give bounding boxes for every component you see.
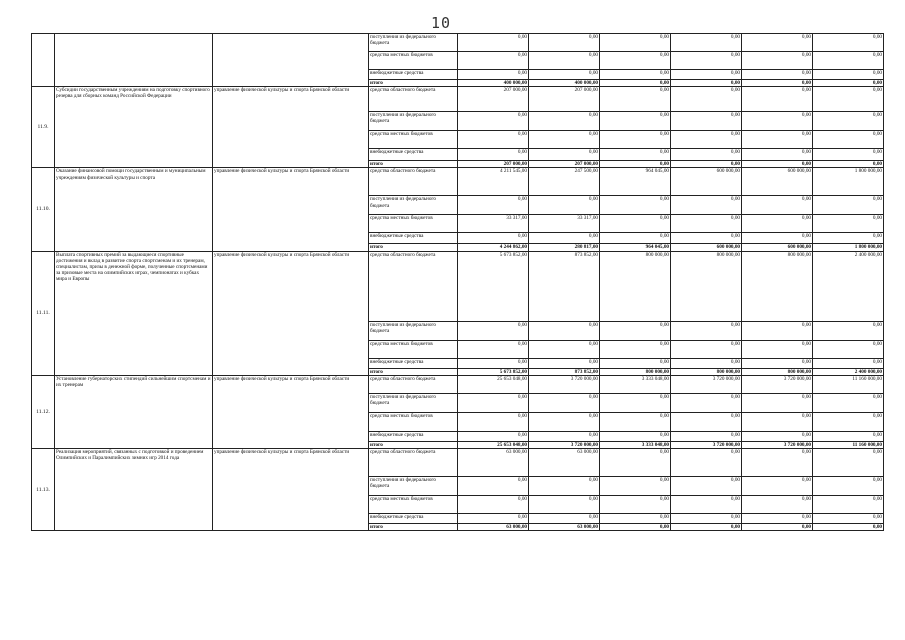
amount-cell: 11 160 000,00 (813, 441, 884, 448)
amount-cell: 600 000,00 (671, 244, 742, 251)
amount-cell: 0,00 (813, 412, 884, 431)
funding-source-label: внебюджетные средства (369, 514, 458, 524)
amount-cell: 964 045,00 (600, 244, 671, 251)
amount-cell: 280 817,00 (529, 244, 600, 251)
amount-cell: 0,00 (458, 52, 529, 70)
amount-cell: 0,00 (529, 149, 600, 161)
amount-cell: 0,00 (671, 196, 742, 215)
funding-source-label: итого (369, 441, 458, 448)
amount-cell: 0,00 (671, 215, 742, 233)
amount-cell: 0,00 (600, 52, 671, 70)
amount-cell: 0,00 (600, 233, 671, 244)
amount-cell: 0,00 (600, 358, 671, 368)
item-number: 11.9. (32, 87, 55, 168)
amount-cell: 800 000,00 (671, 368, 742, 375)
amount-cell: 4 211 545,00 (458, 168, 529, 196)
item-executor: управление физической культуры и спорта Брянской области (213, 449, 369, 531)
oblast-row (32, 87, 884, 112)
funding-source-label: поступления из федерального бюджета (369, 112, 458, 131)
amount-cell: 0,00 (529, 477, 600, 496)
amount-cell: 0,00 (600, 215, 671, 233)
amount-cell: 247 500,00 (529, 168, 600, 196)
funding-source-label: средства местных бюджетов (369, 52, 458, 70)
amount-cell: 3 333 048,00 (600, 375, 671, 393)
funding-source-label: средства местных бюджетов (369, 496, 458, 514)
amount-cell: 33 317,00 (458, 215, 529, 233)
amount-cell: 0,00 (671, 477, 742, 496)
amount-cell: 400 000,00 (458, 80, 529, 87)
amount-cell: 0,00 (458, 358, 529, 368)
funding-source-label: средства местных бюджетов (369, 412, 458, 431)
amount-cell: 400 000,00 (529, 80, 600, 87)
funding-source-label: итого (369, 244, 458, 251)
item-executor: управление физической культуры и спорта Брянской области (213, 87, 369, 168)
funding-source-label: внебюджетные средства (369, 149, 458, 161)
amount-cell: 0,00 (600, 321, 671, 340)
amount-cell: 0,00 (742, 52, 813, 70)
amount-cell: 0,00 (458, 233, 529, 244)
amount-cell: 0,00 (671, 321, 742, 340)
amount-cell: 0,00 (600, 393, 671, 412)
amount-cell: 2 400 000,00 (813, 251, 884, 321)
funding-source-label: внебюджетные средства (369, 70, 458, 80)
item-name: Установление губернаторских стипендий сильнейшим спортсменам и их тренерам (55, 375, 213, 448)
amount-cell: 0,00 (742, 431, 813, 441)
amount-cell: 0,00 (458, 34, 529, 52)
amount-cell: 4 244 862,00 (458, 244, 529, 251)
funding-source-label: средства местных бюджетов (369, 340, 458, 358)
amount-cell: 0,00 (458, 393, 529, 412)
amount-cell: 0,00 (671, 431, 742, 441)
amount-cell: 0,00 (671, 131, 742, 149)
funding-source-label: внебюджетные средства (369, 233, 458, 244)
amount-cell: 1 800 000,00 (813, 168, 884, 196)
page-number: 10 (431, 14, 452, 32)
amount-cell: 0,00 (813, 215, 884, 233)
amount-cell: 0,00 (813, 449, 884, 477)
amount-cell: 873 852,00 (529, 251, 600, 321)
funding-source-label: итого (369, 161, 458, 168)
funding-source-label: поступления из федерального бюджета (369, 34, 458, 52)
amount-cell: 0,00 (671, 496, 742, 514)
amount-cell: 0,00 (742, 233, 813, 244)
amount-cell: 0,00 (813, 80, 884, 87)
amount-cell: 0,00 (458, 70, 529, 80)
amount-cell: 0,00 (600, 496, 671, 514)
amount-cell: 0,00 (600, 149, 671, 161)
amount-cell: 5 673 852,00 (458, 251, 529, 321)
funding-source-label: итого (369, 368, 458, 375)
amount-cell: 0,00 (813, 70, 884, 80)
item-number: 11.10. (32, 168, 55, 251)
amount-cell: 0,00 (600, 340, 671, 358)
amount-cell: 3 720 000,00 (671, 375, 742, 393)
amount-cell: 0,00 (742, 149, 813, 161)
amount-cell: 0,00 (813, 131, 884, 149)
amount-cell: 800 000,00 (742, 368, 813, 375)
amount-cell: 0,00 (600, 34, 671, 52)
amount-cell: 0,00 (458, 496, 529, 514)
amount-cell: 0,00 (529, 393, 600, 412)
item-executor: управление физической культуры и спорта Брянской области (213, 168, 369, 251)
amount-cell: 0,00 (671, 524, 742, 531)
funding-source-label: средства местных бюджетов (369, 131, 458, 149)
amount-cell: 207 000,00 (529, 87, 600, 112)
amount-cell: 0,00 (600, 449, 671, 477)
amount-cell: 0,00 (529, 34, 600, 52)
amount-cell: 0,00 (600, 514, 671, 524)
amount-cell: 3 720 000,00 (529, 375, 600, 393)
amount-cell: 0,00 (529, 233, 600, 244)
amount-cell: 0,00 (671, 340, 742, 358)
amount-cell: 63 000,00 (529, 449, 600, 477)
amount-cell: 2 400 000,00 (813, 368, 884, 375)
amount-cell: 207 000,00 (529, 161, 600, 168)
amount-cell: 800 000,00 (671, 251, 742, 321)
amount-cell: 0,00 (600, 70, 671, 80)
amount-cell: 0,00 (671, 233, 742, 244)
amount-cell: 0,00 (600, 196, 671, 215)
amount-cell: 0,00 (529, 52, 600, 70)
funding-source-label: поступления из федерального бюджета (369, 321, 458, 340)
amount-cell: 0,00 (742, 34, 813, 52)
amount-cell: 0,00 (813, 496, 884, 514)
amount-cell: 0,00 (742, 514, 813, 524)
amount-cell: 800 000,00 (742, 251, 813, 321)
amount-cell: 63 000,00 (529, 524, 600, 531)
amount-cell: 0,00 (742, 449, 813, 477)
funding-source-label: средства местных бюджетов (369, 215, 458, 233)
item-number: 11.11. (32, 251, 55, 375)
amount-cell: 0,00 (600, 477, 671, 496)
amount-cell: 0,00 (742, 393, 813, 412)
amount-cell: 0,00 (813, 524, 884, 531)
amount-cell: 0,00 (813, 149, 884, 161)
amount-cell: 600 000,00 (742, 168, 813, 196)
amount-cell: 600 000,00 (671, 168, 742, 196)
amount-cell: 0,00 (458, 149, 529, 161)
amount-cell: 0,00 (742, 340, 813, 358)
funding-source-label: внебюджетные средства (369, 431, 458, 441)
amount-cell: 0,00 (671, 149, 742, 161)
amount-cell: 207 000,00 (458, 87, 529, 112)
amount-cell: 0,00 (671, 112, 742, 131)
amount-cell: 0,00 (529, 112, 600, 131)
amount-cell: 0,00 (742, 87, 813, 112)
amount-cell: 0,00 (813, 196, 884, 215)
amount-cell: 0,00 (458, 196, 529, 215)
item-number: 11.13. (32, 449, 55, 531)
amount-cell: 0,00 (671, 34, 742, 52)
amount-cell: 0,00 (600, 412, 671, 431)
amount-cell: 0,00 (742, 477, 813, 496)
funding-source-label: поступления из федерального бюджета (369, 393, 458, 412)
funding-source-label: средства областного бюджета (369, 87, 458, 112)
amount-cell: 0,00 (458, 514, 529, 524)
amount-cell: 0,00 (529, 131, 600, 149)
amount-cell: 63 000,00 (458, 524, 529, 531)
amount-cell: 0,00 (458, 431, 529, 441)
funding-source-label: поступления из федерального бюджета (369, 196, 458, 215)
amount-cell: 0,00 (600, 80, 671, 87)
item-executor: управление физической культуры и спорта Брянской области (213, 251, 369, 375)
amount-cell: 25 653 048,00 (458, 375, 529, 393)
amount-cell: 0,00 (742, 161, 813, 168)
amount-cell: 0,00 (458, 412, 529, 431)
funding-source-label: итого (369, 80, 458, 87)
amount-cell: 0,00 (742, 496, 813, 514)
oblast-row (32, 375, 884, 393)
budget-table-body (32, 34, 884, 531)
amount-cell: 0,00 (458, 340, 529, 358)
funding-source-label: средства областного бюджета (369, 449, 458, 477)
item-name: Выплата спортивных премий за выдающиеся спортивные достижения и вклад в развитие спорта спортсменам и их тренерам, специалистам, призы в денежной форме, полученные спортсменами за призовые места на олимпийских играх, чемпионатах и кубках мира и Европы (55, 251, 213, 375)
amount-cell: 0,00 (600, 431, 671, 441)
amount-cell: 0,00 (529, 196, 600, 215)
amount-cell: 0,00 (742, 196, 813, 215)
amount-cell: 11 160 000,00 (813, 375, 884, 393)
amount-cell: 0,00 (813, 321, 884, 340)
amount-cell: 1 800 000,00 (813, 244, 884, 251)
funding-source-label: средства областного бюджета (369, 168, 458, 196)
amount-cell: 0,00 (813, 514, 884, 524)
amount-cell: 0,00 (671, 412, 742, 431)
funding-source-label: поступления из федерального бюджета (369, 477, 458, 496)
amount-cell: 0,00 (671, 70, 742, 80)
amount-cell: 3 720 000,00 (742, 441, 813, 448)
amount-cell: 0,00 (458, 112, 529, 131)
amount-cell: 0,00 (813, 340, 884, 358)
amount-cell: 0,00 (529, 340, 600, 358)
amount-cell: 600 000,00 (742, 244, 813, 251)
amount-cell: 0,00 (742, 358, 813, 368)
amount-cell: 0,00 (671, 358, 742, 368)
amount-cell: 3 333 048,00 (600, 441, 671, 448)
amount-cell: 207 000,00 (458, 161, 529, 168)
amount-cell: 0,00 (600, 161, 671, 168)
item-name: Реализация мероприятий, связанных с подготовкой и проведением Олимпийских и Паралимпийских зимних игр 2014 года (55, 449, 213, 531)
amount-cell: 0,00 (742, 215, 813, 233)
amount-cell: 3 720 000,00 (671, 441, 742, 448)
amount-cell: 0,00 (813, 431, 884, 441)
item-name: Оказание финансовой помощи государственным и муниципальным учреждениям физической культуры и спорта (55, 168, 213, 251)
amount-cell: 0,00 (813, 87, 884, 112)
item-number-cell (32, 34, 55, 87)
amount-cell: 5 673 852,00 (458, 368, 529, 375)
amount-cell: 0,00 (813, 112, 884, 131)
oblast-row (32, 251, 884, 321)
amount-cell: 0,00 (529, 412, 600, 431)
item-name-cell (55, 34, 213, 87)
amount-cell: 3 720 000,00 (742, 375, 813, 393)
amount-cell: 0,00 (742, 131, 813, 149)
amount-cell: 0,00 (600, 87, 671, 112)
amount-cell: 0,00 (813, 233, 884, 244)
amount-cell: 0,00 (600, 112, 671, 131)
amount-cell: 63 000,00 (458, 449, 529, 477)
amount-cell: 0,00 (742, 70, 813, 80)
amount-cell: 0,00 (458, 477, 529, 496)
amount-cell: 0,00 (458, 131, 529, 149)
oblast-row (32, 168, 884, 196)
amount-cell: 0,00 (742, 80, 813, 87)
amount-cell: 0,00 (529, 358, 600, 368)
amount-cell: 0,00 (742, 524, 813, 531)
amount-cell: 964 045,00 (600, 168, 671, 196)
item-executor-cell (213, 34, 369, 87)
amount-cell: 0,00 (529, 70, 600, 80)
amount-cell: 0,00 (813, 52, 884, 70)
amount-cell: 0,00 (742, 112, 813, 131)
amount-cell: 0,00 (529, 321, 600, 340)
amount-cell: 0,00 (458, 321, 529, 340)
amount-cell: 0,00 (671, 161, 742, 168)
funding-source-label: итого (369, 524, 458, 531)
amount-cell: 0,00 (529, 496, 600, 514)
item-name: Субсидии государственным учреждениям на подготовку спортивного резерва для сборных команд Российской Федерации (55, 87, 213, 168)
amount-cell: 0,00 (813, 161, 884, 168)
amount-cell: 0,00 (671, 393, 742, 412)
amount-cell: 0,00 (813, 477, 884, 496)
amount-cell: 800 000,00 (600, 368, 671, 375)
amount-cell: 873 852,00 (529, 368, 600, 375)
amount-cell: 0,00 (813, 393, 884, 412)
amount-cell: 0,00 (600, 524, 671, 531)
amount-cell: 25 653 048,00 (458, 441, 529, 448)
amount-cell: 0,00 (529, 431, 600, 441)
amount-cell: 0,00 (529, 514, 600, 524)
amount-cell: 0,00 (813, 358, 884, 368)
amount-cell: 3 720 000,00 (529, 441, 600, 448)
amount-cell: 0,00 (813, 34, 884, 52)
amount-cell: 33 317,00 (529, 215, 600, 233)
amount-cell: 0,00 (671, 87, 742, 112)
item-executor: управление физической культуры и спорта Брянской области (213, 375, 369, 448)
amount-cell: 0,00 (742, 412, 813, 431)
funding-source-label: средства областного бюджета (369, 251, 458, 321)
funding-source-label: внебюджетные средства (369, 358, 458, 368)
amount-cell: 0,00 (671, 449, 742, 477)
amount-cell: 0,00 (671, 52, 742, 70)
federal-row (32, 34, 884, 52)
amount-cell: 0,00 (671, 80, 742, 87)
amount-cell: 0,00 (742, 321, 813, 340)
budget-table (31, 33, 884, 531)
amount-cell: 800 000,00 (600, 251, 671, 321)
item-number: 11.12. (32, 375, 55, 448)
funding-source-label: средства областного бюджета (369, 375, 458, 393)
oblast-row (32, 449, 884, 477)
amount-cell: 0,00 (671, 514, 742, 524)
amount-cell: 0,00 (600, 131, 671, 149)
